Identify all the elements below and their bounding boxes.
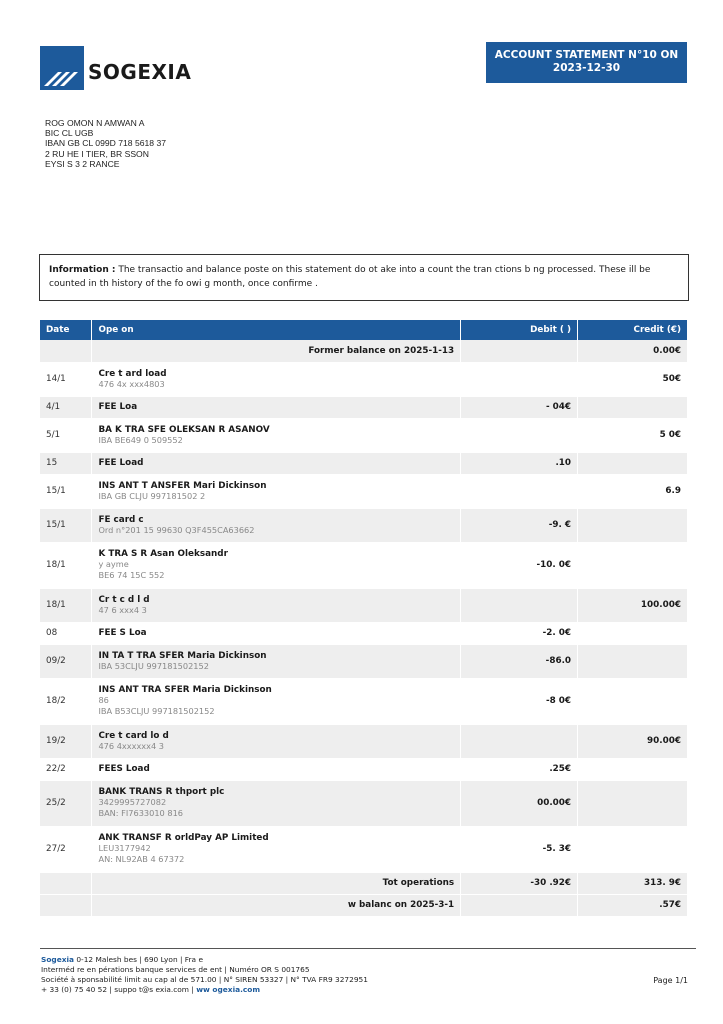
total-debit: -30 .92€: [461, 872, 578, 894]
information-label: Information :: [49, 265, 116, 275]
row-credit: [578, 826, 688, 872]
row-credit: [578, 622, 688, 644]
table-row: [40, 780, 688, 826]
information-text: The transactio and balance poste on this statement do ot ake into a count the tran ctions b ng processed. These ill be counted in th history of the fo owi g month, once confirme .: [49, 265, 651, 289]
row-credit: [578, 678, 688, 724]
operation-detail: IBA BE649 0 509552: [98, 434, 183, 445]
new-balance-label: w balanc on 2025-3-1: [92, 894, 461, 916]
table-header: [40, 320, 688, 340]
operation-detail: 3429995727082: [98, 797, 167, 807]
row-credit: [578, 758, 688, 780]
operation-detail: 476 4xxxxxx4 3: [98, 740, 165, 751]
operation-detail: 86: [98, 695, 109, 705]
recipient-street: 2 RU HE I TIER, BR SSON: [45, 148, 149, 159]
table-row: [40, 452, 688, 474]
header-date: Date: [40, 320, 92, 340]
table-row: [40, 418, 688, 452]
table-row: [40, 826, 688, 872]
row-credit: [578, 508, 688, 542]
row-debit: [461, 588, 578, 622]
operation-detail: IBA B53CLJU 997181502152: [98, 706, 215, 716]
table-row: [40, 474, 688, 508]
operation-title: INS ANT T ANSFER Mari Dickinson: [98, 480, 267, 491]
row-date: 18/1: [40, 542, 92, 588]
row-operation: [92, 622, 461, 644]
recipient-city: EYSI S 3 2 RANCE: [45, 158, 120, 169]
row-operation: [92, 452, 461, 474]
table-row: [40, 724, 688, 758]
operation-title: ANK TRANSF R orldPay AP Limited: [98, 833, 269, 843]
row-operation: [92, 588, 461, 622]
operation-title: K TRA S R Asan Oleksandr: [98, 549, 228, 559]
operation-detail: BE6 74 15C 552: [98, 570, 165, 580]
footer-brand: Sogexia: [41, 955, 74, 964]
statement-title-date: 2023-12-30: [552, 62, 621, 74]
company-logo: [40, 46, 200, 90]
row-credit: 50€: [578, 362, 688, 396]
operation-title: Cre t card lo d: [98, 730, 169, 741]
footer-contact: + 33 (0) 75 40 52 | suppo t@s exia.com |: [41, 985, 197, 994]
row-operation: [92, 542, 461, 588]
recipient-address: [45, 118, 166, 169]
operation-detail: Ord n°201 15 99630 Q3F455CA63662: [98, 524, 255, 535]
former-balance-value: 0.00€: [578, 340, 688, 362]
row-credit: 6.9: [578, 474, 688, 508]
row-date: 15/1: [40, 474, 92, 508]
row-debit: .25€: [461, 758, 578, 780]
new-balance-row: [40, 894, 688, 916]
page-number: Page 1/1: [653, 976, 688, 985]
total-operations-label: Tot operations: [92, 872, 461, 894]
total-credit: 313. 9€: [578, 872, 688, 894]
footer-website-link[interactable]: ww ogexia.com: [196, 985, 261, 994]
table-row: [40, 362, 688, 396]
row-date: 4/1: [40, 396, 92, 418]
table-row: [40, 622, 688, 644]
statement-title: [486, 42, 687, 83]
operation-detail: LEU3177942: [98, 843, 151, 853]
table-row: [40, 588, 688, 622]
row-credit: [578, 644, 688, 678]
row-operation: [92, 780, 461, 826]
statement-title-line1: ACCOUNT STATEMENT N°10 ON: [494, 49, 679, 61]
operation-detail: BAN: FI7633010 816: [98, 808, 183, 818]
operation-title: FEE Loa: [98, 402, 138, 412]
row-credit: [578, 452, 688, 474]
row-debit: -8 0€: [461, 678, 578, 724]
row-date: 15: [40, 452, 92, 474]
row-date: 22/2: [40, 758, 92, 780]
footer: [41, 955, 368, 995]
row-date: 18/2: [40, 678, 92, 724]
row-credit: 100.00€: [578, 588, 688, 622]
row-debit: -86.0: [461, 644, 578, 678]
recipient-iban: IBAN GB CL 099D 718 5618 37: [45, 138, 167, 149]
row-operation: [92, 362, 461, 396]
row-operation: [92, 508, 461, 542]
row-debit: [461, 474, 578, 508]
row-operation: [92, 474, 461, 508]
footer-company-info: Société à sponsabilité limit au cap al de 571.00 | N° SIREN 53327 | N° TVA FR9 3272951: [41, 975, 368, 984]
operation-title: FEE Load: [98, 458, 144, 468]
row-date: 08: [40, 622, 92, 644]
header-operation: Ope on: [92, 320, 461, 340]
operation-title: BANK TRANS R thport plc: [98, 787, 225, 797]
table-row: [40, 678, 688, 724]
row-operation: [92, 396, 461, 418]
operation-title: FEE S Loa: [98, 628, 147, 638]
row-credit: 90.00€: [578, 724, 688, 758]
row-operation: [92, 826, 461, 872]
footer-registration: Interméd re en pérations banque services de ent | Numéro OR S 001765: [41, 965, 310, 974]
former-balance-row: [40, 340, 688, 362]
table-row: [40, 542, 688, 588]
operation-detail: IBA GB CLJU 997181502 2: [98, 490, 206, 501]
operation-title: BA K TRA SFE OLEKSAN R ASANOV: [98, 424, 270, 435]
row-operation: [92, 418, 461, 452]
logo-mark-icon: [40, 46, 84, 90]
operation-title: Cr t c d l d: [98, 594, 150, 605]
row-debit: - 04€: [461, 396, 578, 418]
row-operation: [92, 678, 461, 724]
row-debit: -5. 3€: [461, 826, 578, 872]
row-debit: -10. 0€: [461, 542, 578, 588]
row-credit: 5 0€: [578, 418, 688, 452]
operation-detail: 47 6 xxx4 3: [98, 604, 147, 615]
header-debit: Debit ( ): [461, 320, 578, 340]
row-date: 25/2: [40, 780, 92, 826]
row-date: 09/2: [40, 644, 92, 678]
row-operation: [92, 724, 461, 758]
row-credit: [578, 780, 688, 826]
row-date: 27/2: [40, 826, 92, 872]
row-debit: [461, 724, 578, 758]
row-credit: [578, 542, 688, 588]
row-debit: 00.00€: [461, 780, 578, 826]
operation-detail: IBA 53CLJU 997181502152: [98, 660, 209, 671]
former-balance-label: Former balance on 2025-1-13: [92, 340, 461, 362]
recipient-bic: BIC CL UGB: [45, 128, 94, 139]
row-debit: [461, 418, 578, 452]
table-row: [40, 758, 688, 780]
row-date: 5/1: [40, 418, 92, 452]
row-date: 18/1: [40, 588, 92, 622]
operation-title: INS ANT TRA SFER Maria Dickinson: [98, 685, 272, 695]
operation-title: FEES Load: [98, 764, 150, 774]
operation-detail: AN: NL92AB 4 67372: [98, 854, 185, 864]
row-date: 19/2: [40, 724, 92, 758]
row-credit: [578, 396, 688, 418]
table-row: [40, 508, 688, 542]
information-notice: [39, 254, 689, 301]
row-debit: -2. 0€: [461, 622, 578, 644]
table-row: [40, 644, 688, 678]
footer-address: 0-12 Malesh bes | 690 Lyon | Fra e: [76, 955, 203, 964]
new-balance-value: .57€: [578, 894, 688, 916]
operation-title: Cre t ard load: [98, 368, 167, 379]
row-date: 14/1: [40, 362, 92, 396]
header-credit: Credit (€): [578, 320, 688, 340]
footer-divider: [40, 948, 696, 949]
row-operation: [92, 758, 461, 780]
operation-title: FE card c: [98, 514, 144, 525]
recipient-name: ROG OMON N AMWAN A: [45, 118, 145, 128]
operation-detail: 476 4x xxx4803: [98, 378, 165, 389]
row-debit: [461, 362, 578, 396]
total-operations-row: [40, 872, 688, 894]
row-date: 15/1: [40, 508, 92, 542]
table-row: [40, 396, 688, 418]
logo-text: SOGEXIA: [88, 60, 192, 84]
row-operation: [92, 644, 461, 678]
transactions-table: [40, 320, 688, 917]
row-debit: .10: [461, 452, 578, 474]
operation-detail: y ayme: [98, 559, 129, 569]
operation-title: IN TA T TRA SFER Maria Dickinson: [98, 650, 267, 661]
row-debit: -9. €: [461, 508, 578, 542]
